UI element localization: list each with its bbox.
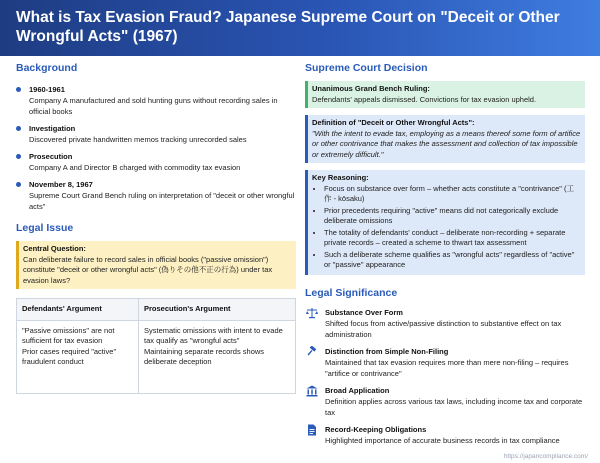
list-item: • Focus on substance over form – whether acts constitute a "contrivance" (工作 - kōsaku) [324,184,581,205]
significance-description: Highlighted importance of accurate business records in tax compliance [325,435,560,445]
list-item: • Such a deliberate scheme qualifies as "wrongful acts" regardless of "active" or "passive" appearance [324,250,581,271]
significance-item [305,307,585,340]
key-reasoning-list [312,184,581,271]
key-reasoning-label: Key Reasoning: [312,173,369,182]
significance-description: Maintained that tax evasion requires more than mere non-filing – requires "artifice or contrivance" [325,357,569,378]
table-header-defendants: Defendants' Argument [17,299,139,321]
arguments-table [16,298,296,394]
significance-item [305,385,585,418]
significance-heading: Legal Significance [305,286,398,299]
footer-url[interactable]: https://japancompliance.com/ [503,453,588,460]
document-icon [306,424,318,436]
significance-description: Shifted focus from active/passive distinction to substantive effect on tax administration [325,318,562,339]
header-banner [0,0,600,56]
significance-item [305,424,585,446]
page-title: What is Tax Evasion Fraud? Japanese Supreme Court on "Deceit or Other Wrongful Acts" (1967) [16,9,560,45]
table-header-prosecution: Prosecution's Argument [139,299,296,321]
left-column [16,62,296,394]
significance-title: Broad Application [325,385,390,395]
ruling-callout [305,81,585,108]
significance-item [305,346,585,379]
definition-label: Definition of "Deceit or Other Wrongful Acts": [312,118,475,127]
timeline-item [16,151,296,173]
timeline-date: 1960-1961 [29,85,65,94]
significance-description: Definition applies across various tax laws, including income tax and corporate tax [325,396,583,417]
timeline-description: Supreme Court Grand Bench ruling on interpretation of "deceit or other wrongful acts" [29,191,295,211]
list-item: • Prior precedents requiring "active" means did not categorically exclude deliberate omissions [324,206,581,227]
timeline-date: Prosecution [29,152,73,161]
significance-title: Record-Keeping Obligations [325,424,427,434]
table-cell-prosecution: Systematic omissions with intent to evade tax qualify as "wrongful acts" Maintaining separate records shows deliberate deception [139,320,296,393]
timeline-item [16,84,296,117]
central-question-callout [16,241,296,289]
legal-issue-heading: Legal Issue [16,222,74,234]
timeline-dot-icon [16,87,21,92]
significance-title: Distinction from Simple Non-Filing [325,346,449,356]
timeline-dot-icon [16,154,21,159]
timeline-item [16,179,296,212]
table-row [17,320,296,393]
timeline-date: November 8, 1967 [29,180,93,189]
definition-text: "With the intent to evade tax, employing as a means thereof some form of artifice or other contrivance that makes the assessment and collection of tax impossible or extremely difficult." [312,128,581,159]
timeline-description: Company A and Director B charged with commodity tax evasion [29,163,241,172]
central-question-label: Central Question: [23,244,86,253]
timeline-description: Discovered private handwritten memos tracking unrecorded sales [29,135,247,144]
gavel-icon [306,346,318,358]
timeline-description: Company A manufactured and sold hunting guns without recording sales in official books [29,96,278,116]
significance-title: Substance Over Form [325,307,403,317]
decision-heading: Supreme Court Decision [305,62,428,74]
right-column [305,62,585,452]
background-timeline [16,84,296,212]
ruling-text: Defendants' appeals dismissed. Convictions for tax evasion upheld. [312,94,537,104]
background-heading: Background [16,62,78,74]
table-cell-defendants: "Passive omissions" are not sufficient for tax evasion Prior cases required "active" fraudulent conduct [17,320,139,393]
list-item: • The totality of defendants' conduct – deliberate non-recording + separate private records – created a scheme to thwart tax assessment [324,228,581,249]
table-header-row [17,299,296,321]
timeline-item [16,123,296,145]
key-reasoning-callout [305,170,585,275]
institution-icon [306,385,318,397]
scales-icon [306,307,318,319]
timeline-dot-icon [16,126,21,131]
timeline-dot-icon [16,182,21,187]
central-question-text: Can deliberate failure to record sales in official books ("passive omission") constitute "deceit or other wrongful acts" (偽りその他不正の行為) under tax evasion laws? [23,254,273,285]
timeline-date: Investigation [29,124,76,133]
definition-callout [305,115,585,163]
significance-list [305,307,585,446]
ruling-label: Unanimous Grand Bench Ruling: [312,84,430,93]
